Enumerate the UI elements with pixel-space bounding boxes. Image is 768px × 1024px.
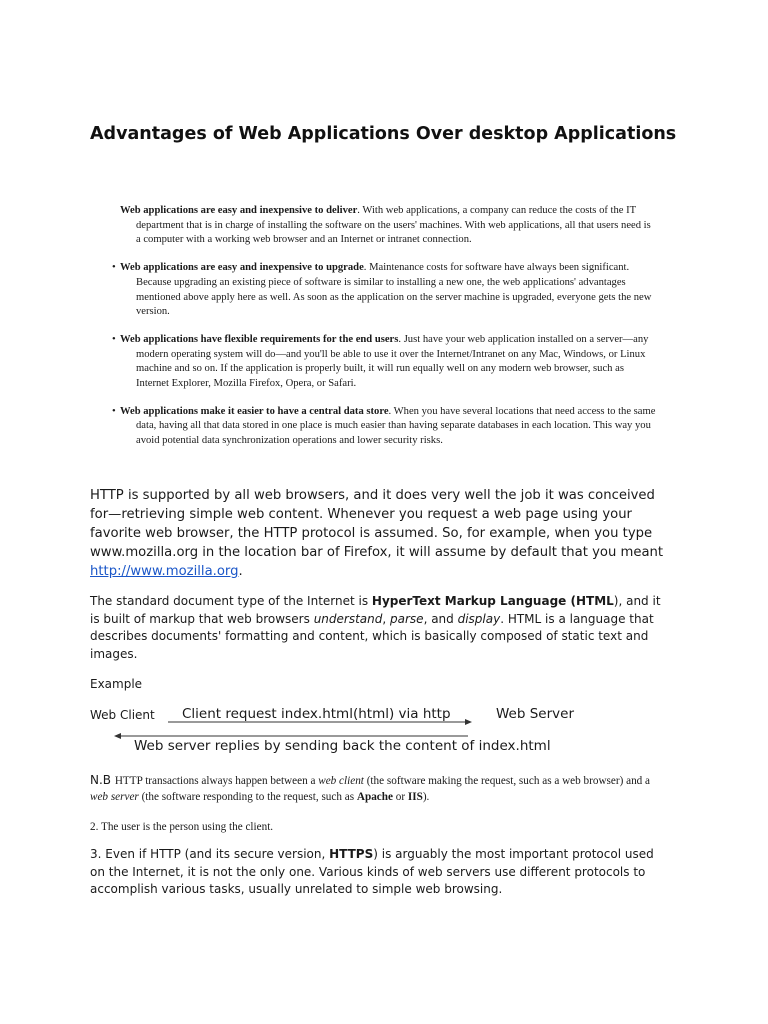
text-run: , [382,611,391,626]
list-item-body: . With web applications, a company can reduce the costs of the IT department that is in charge of installing the software on the users' machines. With web applications, all that users need is a computer with a working web browser and an Internet or intranet connection. [136,205,651,246]
advantages-list [112,204,657,462]
text-run: ) is arguably the most important protocol used on the Internet, it is not the only one. Various kinds of web servers use different protocols to accomplish various tasks, usually unrelated to simple web browsing. [90,847,654,896]
text-run: (the software making the request, such as a web browser) and a [363,775,651,787]
nb-lead: N.B [90,773,115,787]
example-label: Example [90,677,143,691]
http-paragraph [90,486,670,581]
reply-label: Web server replies by sending back the content of index.html [134,738,551,754]
list-item [112,333,657,392]
mozilla-link[interactable]: http://www.mozilla.org [90,564,239,579]
list-item-body: . Just have your web application installed on a server—any modern operating system will do—and you'll be able to use it over the Internet/Intranet on any Mac, Windows, or Linux machine and so on. If the application is properly built, it will run equally well on any modern web browser, such as Internet Explorer, Mozilla Firefox, Opera, or Safari. [136,333,649,390]
reply-arrow-head [114,733,121,739]
list-item-heading: Web applications make it easier to have a central data store [120,405,389,417]
list-item [112,405,657,449]
text-run: 3. Even if HTTP (and its secure version, [90,847,330,861]
text-run: The standard document type of the Internet is [90,594,372,608]
web-server-label: Web Server [496,706,574,722]
apache-term: Apache [356,791,393,803]
text-run: HTTP transactions always happen between a [114,775,319,787]
list-item [112,204,657,248]
user-paragraph: 2. The user is the person using the client. [90,821,274,833]
web-client-term: web client [318,775,364,787]
iis-term: IIS [407,791,423,803]
bullet: • [112,262,116,274]
text-run: (the software responding to the request, such as [138,791,357,803]
bullet: • [112,333,116,345]
html-paragraph [90,593,670,663]
list-item-heading: Web applications are easy and inexpensive to upgrade [120,262,364,274]
page-title: Advantages of Web Applications Over desktop Applications [90,124,677,144]
nb-paragraph [90,772,670,805]
http-paragraph-text: HTTP is supported by all web browsers, and it does very well the job it was conceived for—retrieving simple web content. Whenever you request a web page using your favorite web browser, the HTTP protocol is assumed. So, for example, when you type www.mozilla.org in the location bar of Firefox, it will assume by default that you meant [90,488,664,560]
http-paragraph-end: . [238,564,243,579]
parse-term: parse [390,611,424,626]
display-term: display [457,611,501,626]
list-item [112,261,657,320]
https-paragraph [90,846,670,899]
text-run: . HTML is a language that describes documents' formatting and content, which is basically composed of static text and images. [90,611,654,661]
https-term: HTTPS [329,847,374,861]
list-item-body: . Maintenance costs for software have always been significant. Because upgrading an existing piece of software is similar to installing a new one, the web applications' advantages mentioned above apply here as well. As soon as the application on the server machine is upgraded, everyone gets the new version. [136,262,652,318]
bullet: • [112,405,116,417]
text-run: or [392,791,408,803]
understand-term: understand [313,611,383,626]
http-request-diagram [0,700,768,760]
request-arrow-head [465,719,472,725]
text-run: ), and it is built of markup that web browsers [90,594,661,626]
list-item-heading: Web applications are easy and inexpensive to deliver [120,205,358,216]
list-item-heading: Web applications have flexible requirements for the end users [120,333,399,345]
web-client-label: Web Client [90,708,155,722]
list-item-body: . When you have several locations that need access to the same data, having all that data stored in one place is much easier than having separate databases in each location. This way you avoid potential data synchronization operations and lower security risks. [136,405,656,447]
html-term: HyperText Markup Language (HTML [371,594,614,608]
text-run: , and [423,611,458,626]
text-run: ). [422,791,430,803]
request-label: Client request index.html(html) via http [182,706,451,722]
web-server-term: web server [90,791,139,803]
